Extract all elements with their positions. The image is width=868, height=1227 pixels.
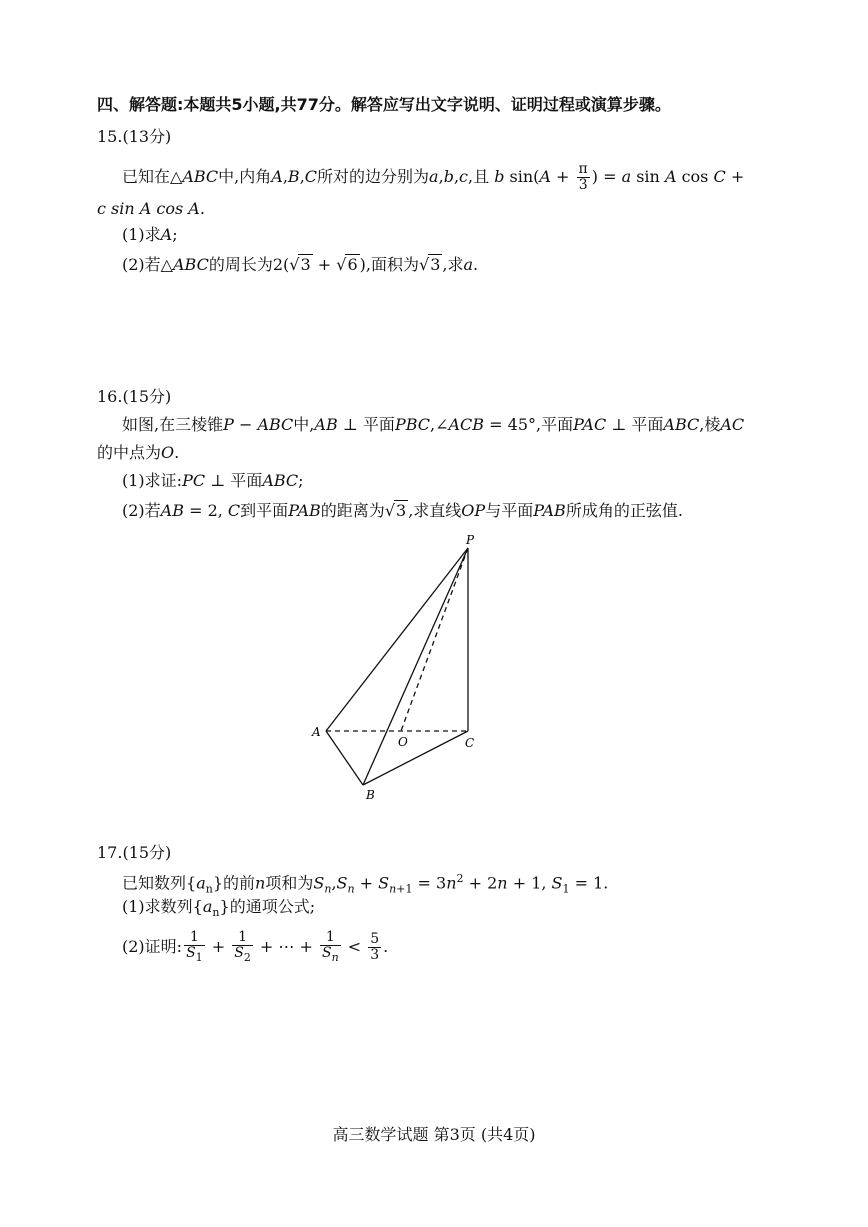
question-15-number: 15.(13分) bbox=[97, 127, 172, 146]
question-16-stem-line1: 如图,在三棱锥P − ABC中,AB ⊥ 平面PBC,∠ACB = 45°,平面PAC ⊥ 平面ABC,棱AC bbox=[122, 415, 745, 434]
edge-PB bbox=[363, 548, 468, 785]
q15-stem-cont: c sin A cos A. bbox=[97, 199, 205, 218]
label-B: B bbox=[366, 788, 375, 802]
fraction-5-over-3: $\frac{5}{3}$ bbox=[370, 930, 380, 963]
label-O: O bbox=[398, 735, 408, 749]
tetrahedron-figure bbox=[300, 530, 520, 810]
question-15-stem-line2 bbox=[97, 198, 868, 220]
q15-stem-part2: 中,内角 bbox=[218, 167, 272, 186]
page-footer: 高三数学试题 第3页 (共4页) bbox=[332, 1125, 536, 1144]
q15-stem-part1: 已知在△ bbox=[122, 167, 183, 186]
edge-PA bbox=[326, 548, 468, 731]
question-16-sub2: (2)若AB = 2, C到平面PAB的距离为√3 ,求直线OP与平面PAB所成角的正弦值. bbox=[122, 501, 683, 520]
question-17-stem: 已知数列$\{a_n\}$的前n项和为$S_n,S_n + S_{n+1} = 3n^2 + 2n + 1$, $S_1 = 1$. bbox=[122, 872, 609, 896]
fraction-1-over-S1: $\frac{1}{S_1}$ bbox=[186, 929, 203, 964]
section-heading: 四、解答题:本题共5小题,共77分。解答应写出文字说明、证明过程或演算步骤。 bbox=[97, 95, 671, 114]
question-15-sub2: (2)若△ABC的周长为2(√3 + √6 ),面积为√3 ,求a. bbox=[122, 255, 479, 274]
question-17-number: 17.(15分) bbox=[97, 843, 172, 862]
question-16-number: 16.(15分) bbox=[97, 387, 172, 406]
edge-AB bbox=[326, 731, 363, 785]
question-15-sub1: (1)求A; bbox=[122, 225, 178, 244]
question-17-sub1: (1)求数列$\{a_n\}$的通项公式; bbox=[122, 897, 316, 920]
pi-over-3-fraction: $\frac{\pi}{3}$ bbox=[578, 161, 588, 193]
question-16-stem-line2: 的中点为O. bbox=[97, 443, 180, 462]
edge-BC bbox=[363, 731, 468, 785]
q15-stem-abc: ABC bbox=[182, 167, 219, 186]
q15-stem-part3: 所对的边分别为 bbox=[317, 167, 430, 186]
label-A: A bbox=[312, 725, 321, 739]
fraction-1-over-Sn: $\frac{1}{S_n}$ bbox=[321, 929, 339, 964]
label-P: P bbox=[466, 533, 475, 547]
question-16-sub1: (1)求证:PC ⊥ 平面ABC; bbox=[122, 471, 304, 490]
fraction-1-over-S2: $\frac{1}{S_2}$ bbox=[234, 929, 251, 964]
question-17-sub2: (2)证明: $\frac{1}{S_1}$ + $\frac{1}{S_2}$ + ⋯ + $\frac{1}{S_n}$ < $\frac{5}{3}$ . bbox=[122, 929, 389, 964]
question-15-stem-line1: 已知在△ABC中,内角A,B,C所对的边分别为a,b,c,且 b sin(A + $\frac{\pi}{3}$ ) = a sin A cos C + bbox=[122, 161, 745, 193]
edge-PO-dashed bbox=[401, 548, 468, 731]
q15-stem-part4: ,且 bbox=[468, 167, 490, 186]
label-C: C bbox=[465, 736, 475, 750]
